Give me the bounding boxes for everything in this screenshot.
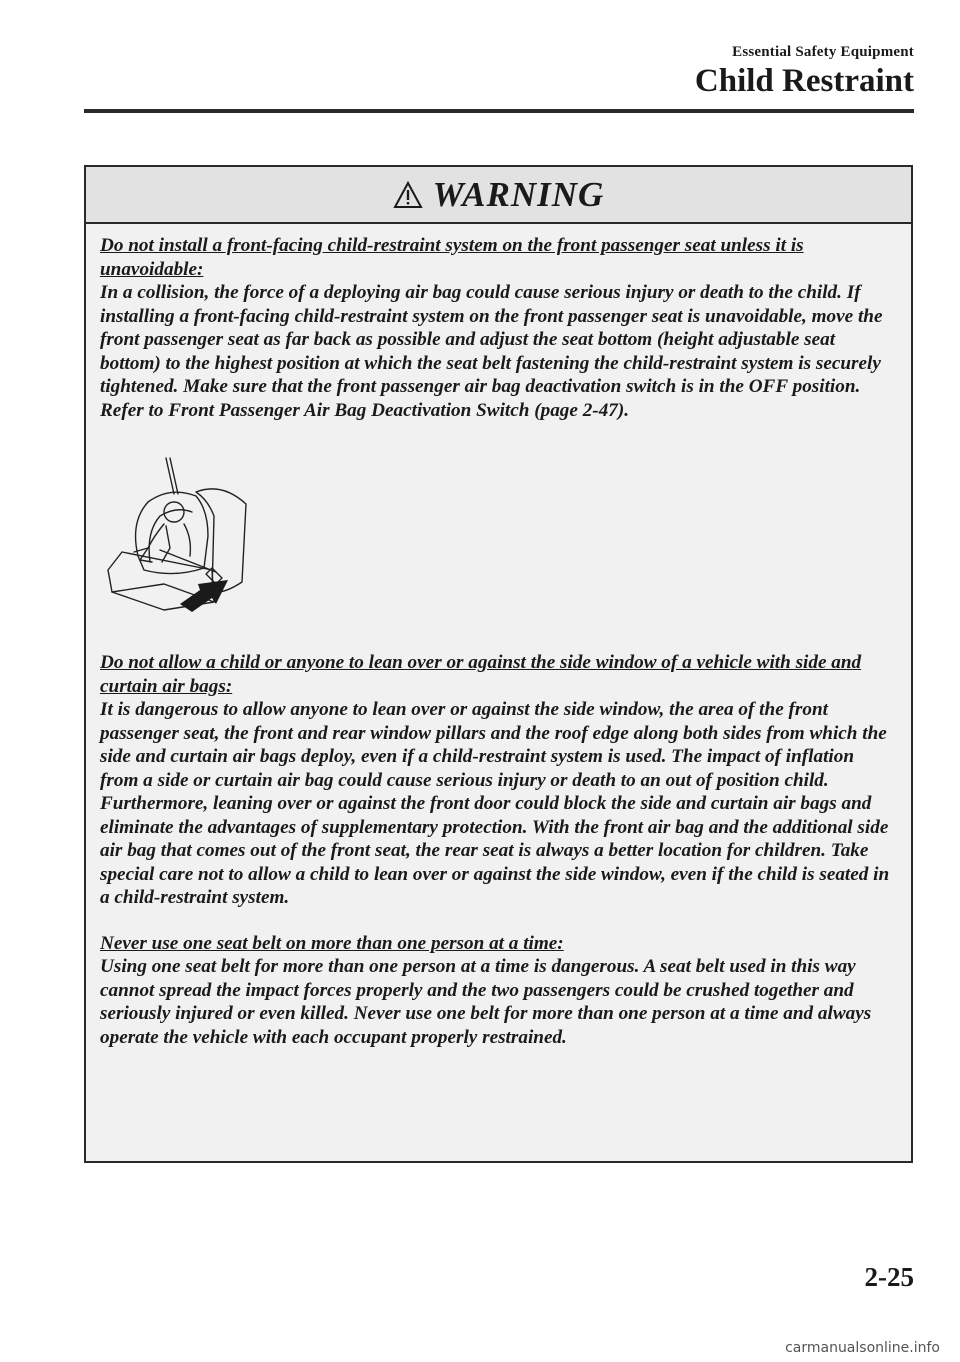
warning-body: [86, 224, 911, 1049]
header-rule: [84, 109, 914, 113]
paragraph-2-body: It is dangerous to allow anyone to lean over or against the side window, the area of the front passenger seat, the front and rear window pillars and the roof edge along both sides from which the side and curtain air bags deploy, even if a child-restraint system is used. The impact of inflation from a side or curtain air bag could cause serious injury or death to an out of position child. Furthermore, leaning over or against the front door could block the side and curtain air bags and eliminate the advantages of supplementary protection. With the front air bag and the additional side air bag that comes out of the front seat, the rear seat is always a better location for children. Take special care not to allow a child to lean over or against the side window, even if the child is seated in a child-restraint system.: [100, 699, 890, 908]
paragraph-3-body: Using one seat belt for more than one person at a time is dangerous. A seat belt used in this way cannot spread the impact forces properly and the two passengers could be crushed together and seriously injured or even killed. Never use one belt for more than one person at a time and always operate the vehicle with each occupant properly restrained.: [100, 956, 872, 1048]
chapter-title: Child Restraint: [694, 63, 914, 99]
warning-paragraph-1: [100, 234, 897, 422]
watermark: carmanualsonline.info: [785, 1340, 940, 1356]
warning-box: [84, 165, 913, 1163]
paragraph-1-body: In a collision, the force of a deploying air bag could cause serious injury or death to the child. If installing a front-facing child-restraint system on the front passenger seat is unavoidable, move the front passenger seat as far back as possible and adjust the seat bottom (height adjustable seat bottom) to the highest position at which the seat belt fastening the child-restraint system is securely tightened. Make sure that the front passenger air bag deactivation switch is in the OFF position. Refer to Front Passenger Air Bag Deactivation Switch (page 2-47).: [100, 282, 883, 421]
warning-triangle-icon: [393, 181, 423, 209]
paragraph-2-heading: Do not allow a child or anyone to lean over or against the side window of a vehicle with side and curtain air bags:: [100, 652, 862, 697]
warning-paragraph-2: [100, 651, 897, 910]
warning-label: WARNING: [432, 174, 605, 214]
paragraph-3-heading: Never use one seat belt on more than one person at a time:: [100, 932, 564, 954]
page-header: [695, 44, 914, 100]
child-seat-illustration: [104, 452, 254, 612]
section-title: Essential Safety Equipment: [732, 44, 914, 60]
page-number: 2-25: [864, 1262, 914, 1292]
paragraph-1-heading: Do not install a front-facing child-restraint system on the front passenger seat unless it is unavoidable:: [100, 235, 804, 280]
warning-paragraph-3: [100, 932, 897, 1050]
warning-header: [86, 167, 911, 224]
